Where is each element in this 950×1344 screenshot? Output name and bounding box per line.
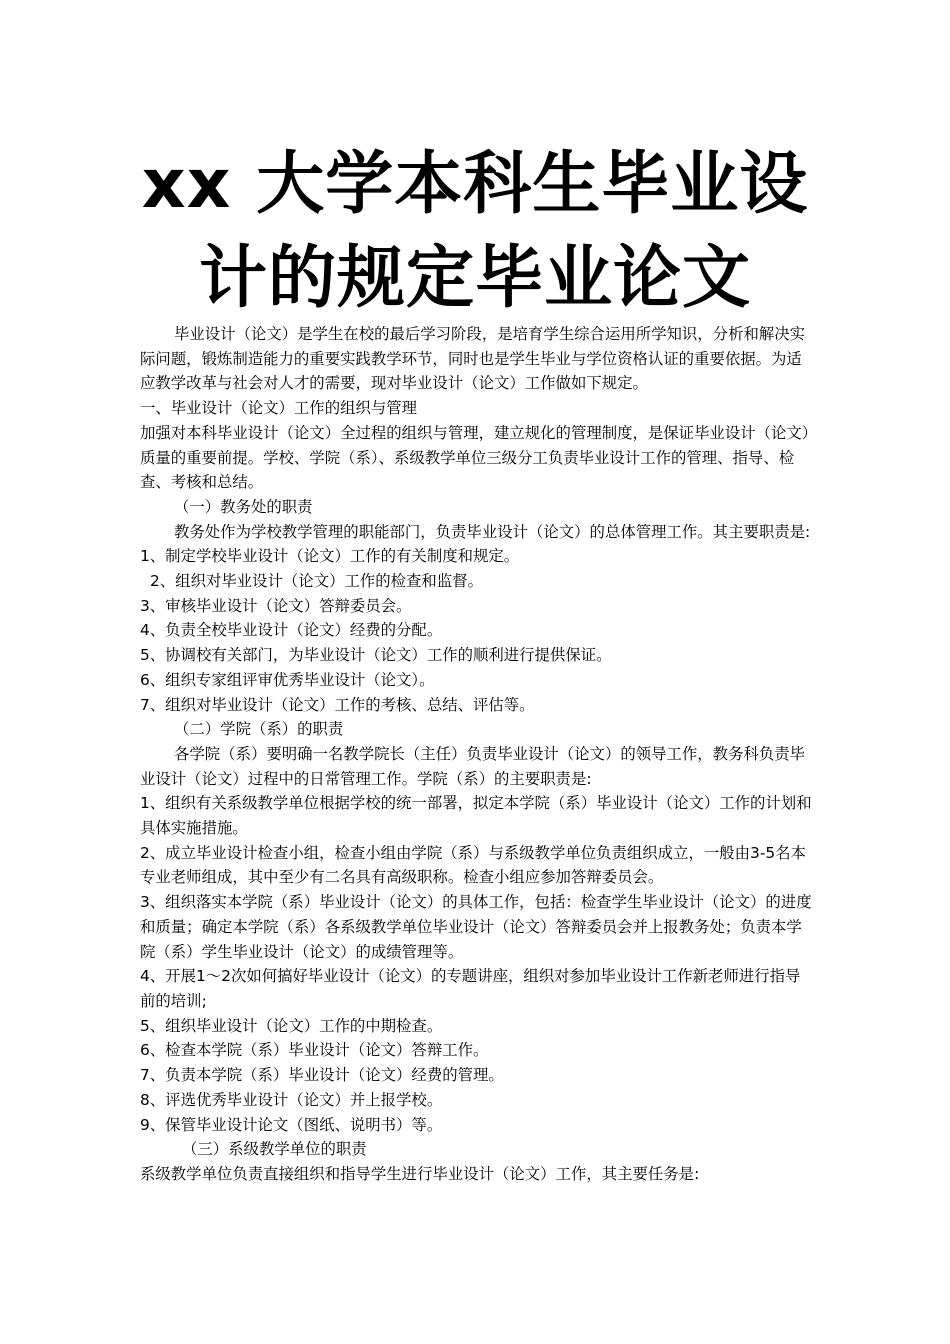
- paragraph: （一）教务处的职责: [174, 497, 313, 516]
- document-title: [120, 138, 830, 326]
- paragraph: 8、评选优秀毕业设计（论文）并上报学校。: [140, 1090, 443, 1109]
- paragraph: 各学院（系）要明确一名教学院长（主任）负责毕业设计（论文）的领导工作，教务科负责毕业设计（论文）过程中的日常管理工作。学院（系）的主要职责是:: [140, 744, 806, 788]
- paragraph: 3、审核毕业设计（论文）答辩委员会。: [140, 596, 412, 615]
- title-line-1: xx 大学本科生毕业设: [141, 145, 809, 224]
- paragraph: 3、组织落实本学院（系）毕业设计（论文）的具体工作，包括：检查学生毕业设计（论文）的进度和质量；确定本学院（系）各系级教学单位毕业设计（论文）答辩委员会并上报教务处；负责本学院（系）学生毕业设计（论文）的成绩管理等。: [140, 893, 812, 961]
- title-line-2: 计的规定毕业论文: [198, 239, 751, 318]
- paragraph: 系级教学单位负责直接组织和指导学生进行毕业设计（论文）工作，其主要任务是:: [140, 1164, 700, 1183]
- paragraph: 7、组织对毕业设计（论文）工作的考核、总结、评估等。: [140, 695, 535, 714]
- paragraph: 毕业设计（论文）是学生在校的最后学习阶段，是培育学生综合运用所学知识，分析和解决实际问题，锻炼制造能力的重要实践教学环节，同时也是学生毕业与学位资格认证的重要依据。为适应教学改革与社会对人才的需要，现对毕业设计（论文）工作做如下规定。: [140, 325, 806, 393]
- paragraph: 1、组织有关系级教学单位根据学校的统一部署，拟定本学院（系）毕业设计（论文）工作的计划和具体实施措施。: [140, 794, 812, 838]
- paragraph: 1、制定学校毕业设计（论文）工作的有关制度和规定。: [140, 547, 520, 566]
- paragraph: 6、检查本学院（系）毕业设计（论文）答辩工作。: [140, 1041, 489, 1060]
- paragraph: 2、成立毕业设计检查小组，检查小组由学院（系）与系级教学单位负责组织成立，一般由3-5名本专业老师组成，其中至少有二名具有高级职称。检查小组应参加答辩委员会。: [140, 843, 806, 887]
- paragraph: 加强对本科毕业设计（论文）全过程的组织与管理，建立规化的管理制度，是保证毕业设计（论文）质量的重要前提。学校、学院（系）、系级教学单位三级分工负责毕业设计工作的管理、指导、检查、考核和总结。: [140, 423, 810, 492]
- paragraph: 9、保管毕业设计论文（图纸、说明书）等。: [140, 1115, 443, 1134]
- paragraph: 2、组织对毕业设计（论文）工作的检查和监督。: [150, 572, 483, 591]
- paragraph: 教务处作为学校教学管理的职能部门，负责毕业设计（论文）的总体管理工作。其主要职责是:: [174, 522, 811, 541]
- paragraph: 5、组织毕业设计（论文）工作的中期检查。: [140, 1016, 443, 1035]
- paragraph: （三）系级教学单位的职责: [182, 1140, 367, 1159]
- paragraph: 一、毕业设计（论文）工作的组织与管理: [140, 399, 418, 418]
- document-body: [140, 322, 812, 1187]
- paragraph: 6、组织专家组评审优秀毕业设计（论文）。: [140, 670, 435, 689]
- paragraph: （二）学院（系）的职责: [174, 720, 344, 739]
- paragraph: 7、负责本学院（系）毕业设计（论文）经费的管理。: [140, 1066, 504, 1085]
- paragraph: 4、负责全校毕业设计（论文）经费的分配。: [140, 621, 443, 640]
- paragraph: 4、开展1～2次如何搞好毕业设计（论文）的专题讲座，组织对参加毕业设计工作新老师进行指导前的培训;: [140, 967, 801, 1010]
- paragraph: 5、协调校有关部门，为毕业设计（论文）工作的顺利进行提供保证。: [140, 646, 612, 665]
